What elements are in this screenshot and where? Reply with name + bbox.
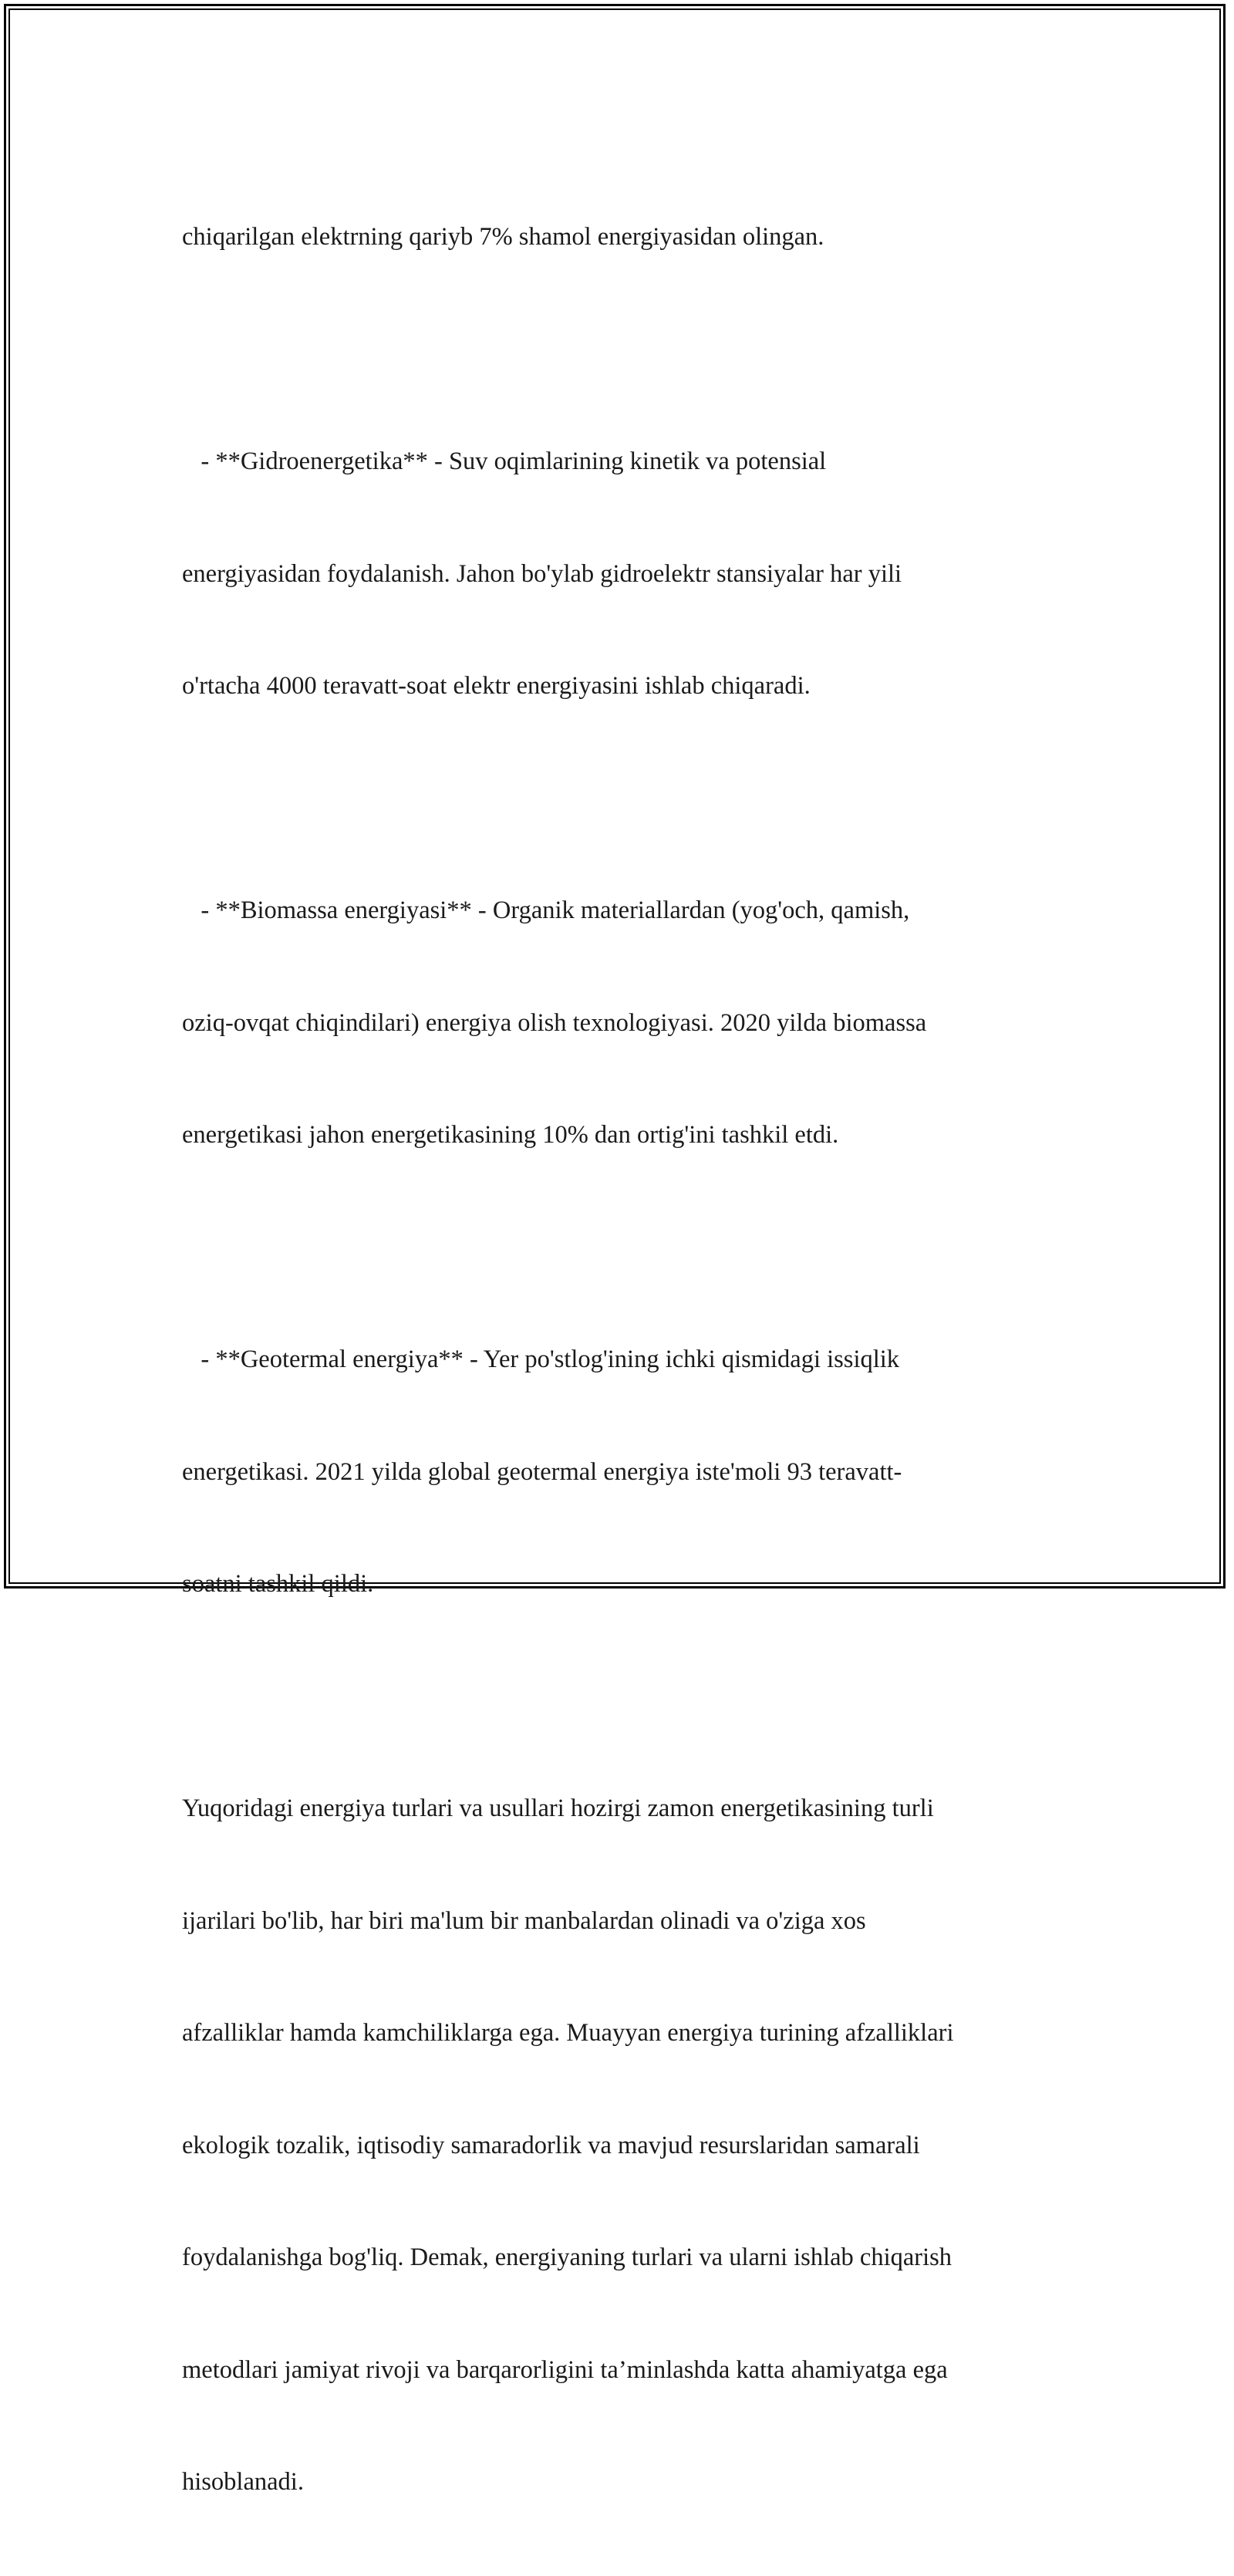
text-line: - **Geotermal energiya** - Yer po'stlog'ining ichki qismidagi issiqlik: [182, 1345, 900, 1373]
paragraph-gap: [182, 1678, 1069, 1716]
text-line: - **Gidroenergetika** - Suv oqimlarining kinetik va potensial: [182, 447, 827, 475]
text-line: energetikasi. 2021 yilda global geotermal energiya iste'moli 93 teravatt-: [182, 1457, 902, 1486]
text-line: afzalliklar hamda kamchiliklarga ega. Muayyan energiya turining afzalliklari: [182, 2019, 954, 2047]
text-line: hisoblanadi.: [182, 2468, 304, 2496]
paragraph-conclusion: [182, 1715, 1069, 2576]
paragraph-biomass: [182, 817, 1069, 1229]
text-line: chiqarilgan elektrning qariyb 7% shamol energiyasidan olingan.: [182, 223, 824, 251]
paragraph-wind-continuation: [182, 143, 1069, 331]
text-line: ijarilari bo'lib, har biri ma'lum bir manbalardan olinadi va o'ziga xos: [182, 1906, 866, 1935]
paragraph-geothermal: [182, 1266, 1069, 1678]
text-line: ekologik tozalik, iqtisodiy samaradorlik va mavjud resurslaridan samarali: [182, 2131, 920, 2159]
text-line: Yuqoridagi energiya turlari va usullari hozirgi zamon energetikasining turli: [182, 1794, 934, 1822]
document-body: [182, 143, 1069, 2576]
text-line: foydalanishga bog'liq. Demak, energiyaning turlari va ularni ishlab chiqarish: [182, 2243, 952, 2271]
text-line: soatni tashkil qildi.: [182, 1570, 374, 1598]
text-line: energiyasidan foydalanish. Jahon bo'ylab gidroelektr stansiyalar har yili: [182, 559, 902, 588]
text-line: oziq-ovqat chiqindilari) energiya olish texnologiyasi. 2020 yilda biomassa: [182, 1008, 927, 1037]
paragraph-hydro: [182, 368, 1069, 780]
paragraph-gap: [182, 1229, 1069, 1267]
text-line: o'rtacha 4000 teravatt-soat elektr energiyasini ishlab chiqaradi.: [182, 672, 811, 700]
text-line: metodlari jamiyat rivoji va barqarorligini ta’minlashda katta ahamiyatga ega: [182, 2355, 948, 2384]
text-line: energetikasi jahon energetikasining 10% dan ortig'ini tashkil etdi.: [182, 1121, 839, 1149]
paragraph-gap: [182, 780, 1069, 818]
text-line: - **Biomassa energiyasi** - Organik materiallardan (yog'och, qamish,: [182, 896, 910, 924]
paragraph-gap: [182, 331, 1069, 369]
